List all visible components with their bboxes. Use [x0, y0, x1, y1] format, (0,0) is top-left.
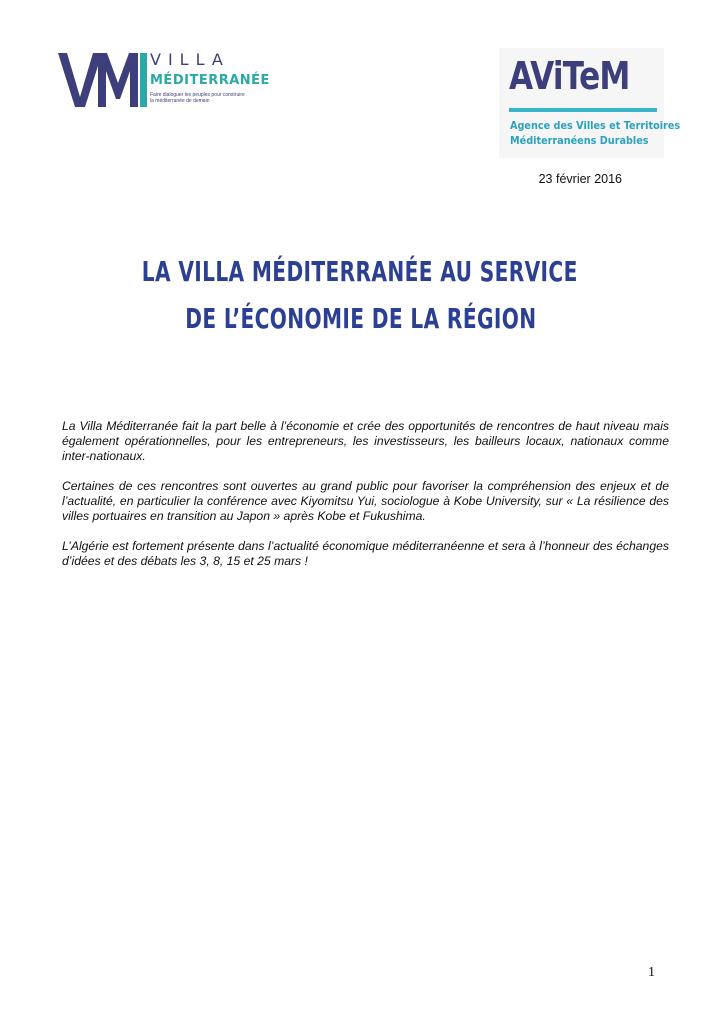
vm-monogram-icon [58, 53, 148, 107]
body-paragraph: L’Algérie est fortement présente dans l’actualité économique méditerranéenne et sera à l’honneur des échanges d’idées et des débats les 3, 8, 15 et 25 mars ! [62, 539, 669, 568]
avitem-name: AViTeM [509, 54, 630, 98]
document-title-line2 [0, 302, 723, 335]
document-title-line1 [0, 255, 722, 288]
villa-mediterranee-logo [58, 50, 288, 110]
mediterranee-word: MÉDITERRANÉE [150, 73, 270, 88]
page-number: 1 [648, 965, 655, 980]
title-line2-text: DE L’ÉCONOMIE DE LA RÉGION [184, 302, 537, 335]
body-paragraph: Certaines de ces rencontres sont ouvertes au grand public pour favoriser la compréhension des enjeux et de l’actualité, en particulier la conférence avec Kiyomitsu Yui, sociologue à Kobe University, sur « La résilience des villes portuaires en transition au Japon » après Kobe et Fukushima. [62, 479, 669, 523]
avitem-subtitle-line1: Agence des Villes et Territoires [510, 119, 681, 132]
document-body [62, 419, 669, 584]
villa-tagline-line1: Faire dialoguer les peuples pour construire [150, 92, 245, 98]
villa-tagline-line2: la méditerranée de demain [150, 98, 210, 104]
villa-word: VILLA [150, 50, 230, 69]
avitem-underline [509, 108, 657, 112]
title-line1-text: LA VILLA MÉDITERRANÉE AU SERVICE [141, 255, 578, 288]
body-paragraph: La Villa Méditerranée fait la part belle à l’économie et crée des opportunités de rencontres de haut niveau mais également opérationnelles, pour les entrepreneurs, les investisseurs, les bailleurs locaux, nationaux comme inter-nationaux. [62, 419, 669, 463]
document-date: 23 février 2016 [538, 172, 622, 186]
avitem-logo [499, 48, 681, 158]
avitem-subtitle-line2: Méditerranéens Durables [510, 134, 649, 147]
